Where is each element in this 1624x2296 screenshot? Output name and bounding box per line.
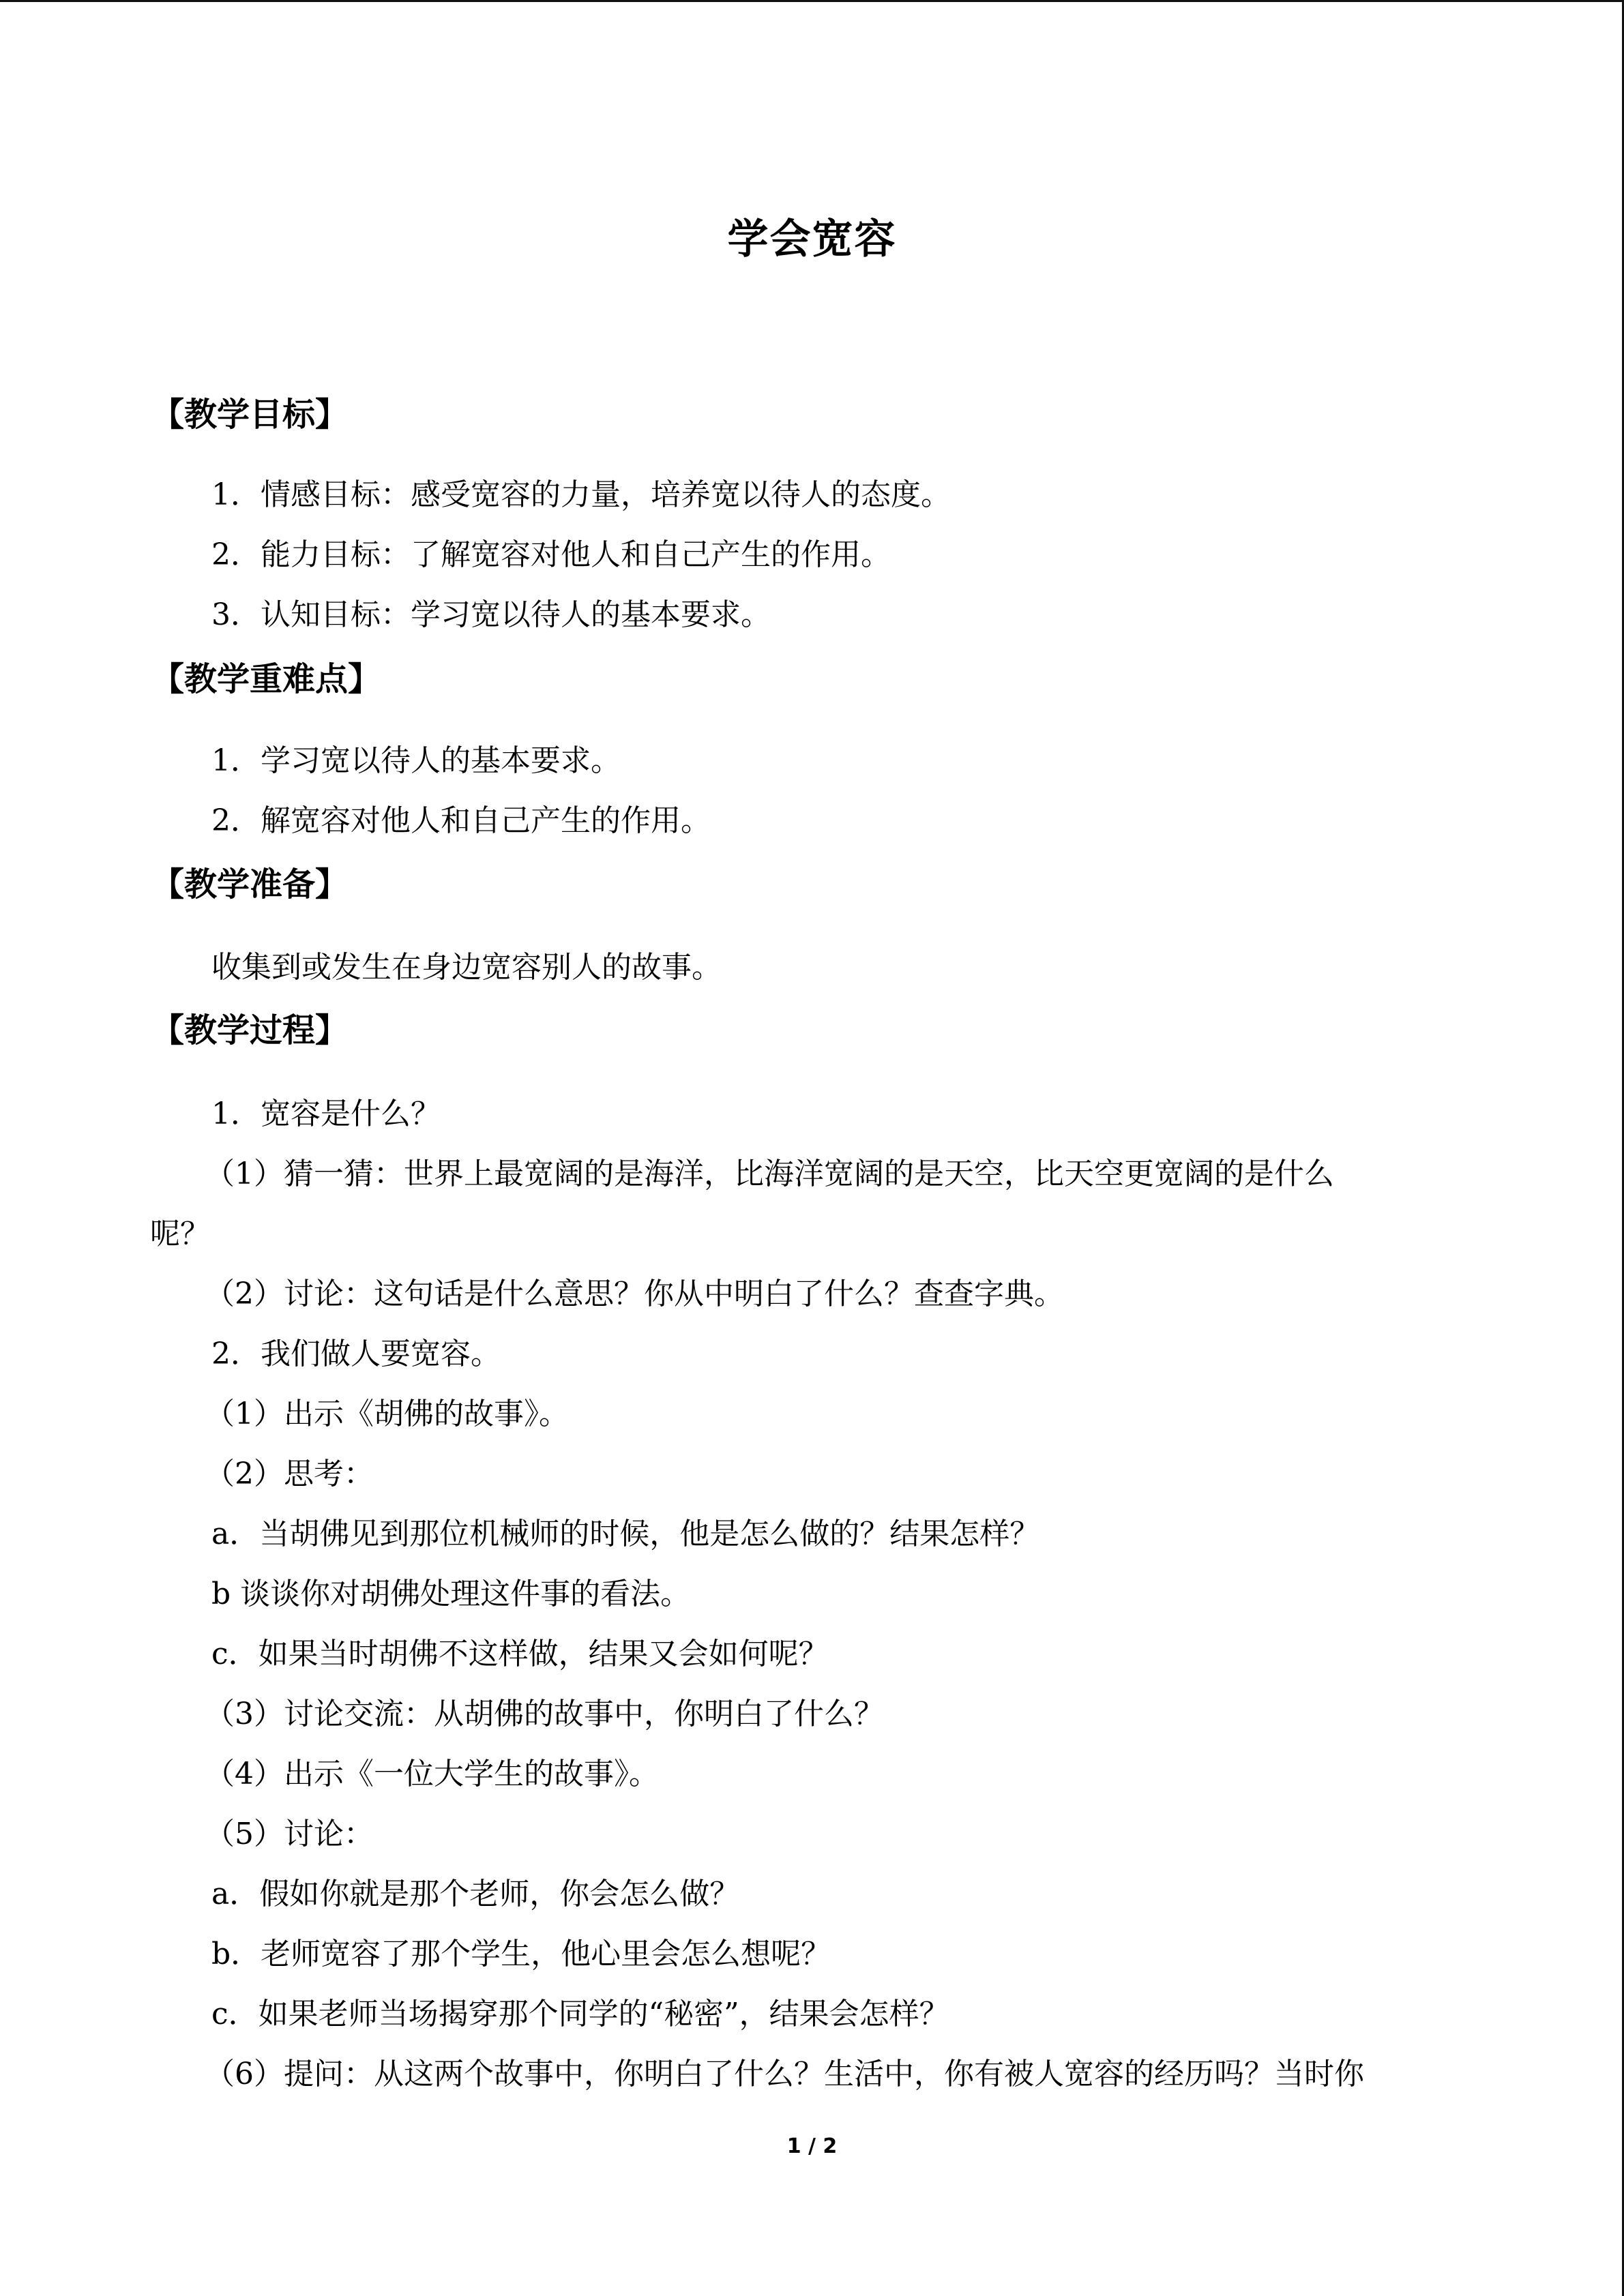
process-line: 呢？ — [150, 1217, 210, 1251]
process-line: （1）猜一猜：世界上最宽阔的是海洋，比海洋宽阔的是天空，比天空更宽阔的是什么 — [205, 1157, 1334, 1191]
objective-item: 2．能力目标：了解宽容对他人和自己产生的作用。 — [211, 537, 891, 572]
page-number: 1 / 2 — [786, 2134, 838, 2158]
process-line: （5）讨论： — [205, 1817, 374, 1851]
process-line: c．如果当时胡佛不这样做，结果又会如何呢？ — [211, 1637, 829, 1671]
process-line: （6）提问：从这两个故事中，你明白了什么？生活中，你有被人宽容的经历吗？当时你 — [205, 2057, 1364, 2091]
document-title: 学会宽容 — [727, 215, 897, 263]
process-line: a．假如你就是那个老师，你会怎么做？ — [211, 1877, 740, 1911]
process-line: （2）讨论：这句话是什么意思？你从中明白了什么？查查字典。 — [205, 1277, 1064, 1311]
process-line: b 谈谈你对胡佛处理这件事的看法。 — [211, 1577, 691, 1611]
process-line: （4）出示《一位大学生的故事》。 — [205, 1757, 659, 1791]
preparation-text: 收集到或发生在身边宽容别人的故事。 — [211, 950, 722, 985]
process-line: （1）出示《胡佛的故事》。 — [205, 1397, 569, 1431]
section-heading-key-points: 【教学重难点】 — [151, 660, 381, 698]
key-point-item: 2．解宽容对他人和自己产生的作用。 — [211, 803, 711, 838]
objective-item: 1．情感目标：感受宽容的力量，培养宽以待人的态度。 — [211, 477, 951, 512]
process-line: 1．宽容是什么？ — [211, 1097, 441, 1131]
objective-item: 3．认知目标：学习宽以待人的基本要求。 — [211, 597, 771, 632]
process-line: b．老师宽容了那个学生，他心里会怎么想呢？ — [211, 1937, 831, 1971]
process-line: a．当胡佛见到那位机械师的时候，他是怎么做的？结果怎样？ — [211, 1517, 1040, 1551]
key-point-item: 1．学习宽以待人的基本要求。 — [211, 743, 621, 778]
section-heading-objectives: 【教学目标】 — [151, 396, 349, 434]
process-line: （2）思考： — [205, 1457, 374, 1491]
section-heading-preparation: 【教学准备】 — [151, 865, 349, 904]
process-line: （3）讨论交流：从胡佛的故事中，你明白了什么？ — [205, 1697, 884, 1731]
section-heading-process: 【教学过程】 — [151, 1011, 349, 1049]
process-line: 2．我们做人要宽容。 — [211, 1337, 501, 1371]
process-line: c．如果老师当场揭穿那个同学的“秘密”，结果会怎样？ — [211, 1997, 949, 2031]
